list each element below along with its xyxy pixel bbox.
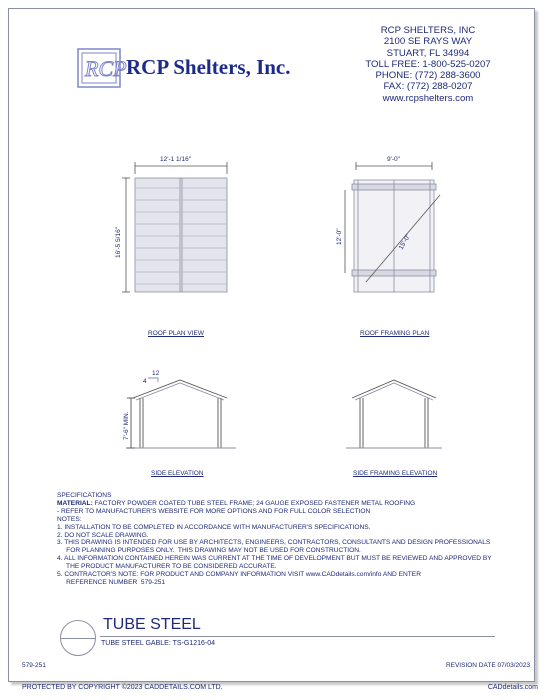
address-line: STUART, FL 34994: [386, 47, 470, 59]
roof-plan-label: ROOF PLAN VIEW: [148, 330, 204, 337]
material-text: FACTORY POWDER COATED TUBE STEEL FRAME; 24 GAUGE EXPOSED FASTENER METAL ROOFING: [94, 499, 416, 507]
address-line: FAX: (772) 288-0207: [383, 81, 473, 93]
address-line: PHONE: (772) 288-3600: [375, 70, 481, 82]
side-framing-elevation: [346, 380, 442, 448]
roof-framing-plan: [345, 162, 440, 292]
roof-plan-view: [122, 162, 227, 292]
note-line: 2. DO NOT SCALE DRAWING.: [57, 531, 149, 539]
note-line: 5. CONTRACTOR'S NOTE: FOR PRODUCT AND COMPANY INFORMATION VISIT www.CADdetails.com/info AND ENTER: [57, 571, 421, 579]
roof-framing-label: ROOF FRAMING PLAN: [360, 330, 430, 337]
dim-text: 15'-0": [397, 233, 413, 251]
dim-text: 7'-6" MIN.: [123, 411, 130, 440]
note-line: REFERENCE NUMBER 579-251: [57, 578, 166, 586]
revision-date: REVISION DATE 07/03/2023: [445, 662, 530, 669]
dim-text: 12'-0": [336, 228, 343, 245]
company-brand: RCP Shelters, Inc.: [126, 55, 291, 79]
slope-run: 12: [152, 370, 160, 377]
address-line: RCP SHELTERS, INC: [380, 25, 476, 36]
note-line: THE PRODUCT MANUFACTURER TO BE CONSIDERED ACCURATE.: [57, 563, 277, 571]
copyright-notice: PROTECTED BY COPYRIGHT ©2023 CADDETAILS.COM LTD.: [22, 684, 223, 691]
note-line: 4. ALL INFORMATION CONTAINED HEREIN WAS CURRENT AT THE TIME OF DEVELOPMENT BUT MUST BE REVIEWED AND APPROVED BY: [57, 555, 492, 563]
notes-heading: NOTES:: [57, 515, 82, 523]
address-line: TOLL FREE: 1-800-525-0207: [365, 58, 491, 70]
drawing-title: TUBE STEEL: [103, 616, 201, 633]
caddetails-link[interactable]: CADdetails.com: [487, 684, 538, 691]
note-line: 3. THIS DRAWING IS INTENDED FOR USE BY ARCHITECTS, ENGINEERS, CONTRACTORS, CONSULTANTS AND DESIGN PROFESSIONALS: [57, 539, 491, 547]
dim-text: 12'-1 1/16": [160, 156, 192, 163]
address-line: www.rcpshelters.com: [382, 92, 474, 104]
dim-text: 16'-5 5/16": [115, 226, 122, 258]
section-circle: [60, 620, 96, 656]
dim-text: 9'-0": [387, 156, 400, 163]
note-line: 1. INSTALLATION TO BE COMPLETED IN ACCORDANCE WITH MANUFACTURER'S SPECIFICATIONS.: [57, 523, 371, 531]
specs-heading: SPECIFICATIONS: [57, 492, 112, 499]
side-elevation-label: SIDE ELEVATION: [151, 470, 204, 477]
specifications: [57, 492, 527, 587]
slope-rise: 4: [143, 378, 147, 385]
material-label: MATERIAL:: [57, 499, 93, 507]
reference-number: 579-251: [22, 662, 46, 669]
side-elevation: [126, 378, 236, 448]
side-framing-label: SIDE FRAMING ELEVATION: [353, 470, 438, 477]
svg-text:RCP: RCP: [85, 56, 127, 81]
drawing-subtitle: TUBE STEEL GABLE: TS-G1216-04: [101, 640, 215, 647]
address-line: 2100 SE RAYS WAY: [383, 36, 473, 48]
material-note: - REFER TO MANUFACTURER'S WEBSITE FOR MORE OPTIONS AND FOR FULL COLOR SELECTION: [57, 507, 371, 515]
title-divider: [100, 636, 495, 637]
note-line: FOR PLANNING PURPOSES ONLY. THIS DRAWING MAY NOT BE USED FOR CONSTRUCTION.: [57, 547, 361, 555]
